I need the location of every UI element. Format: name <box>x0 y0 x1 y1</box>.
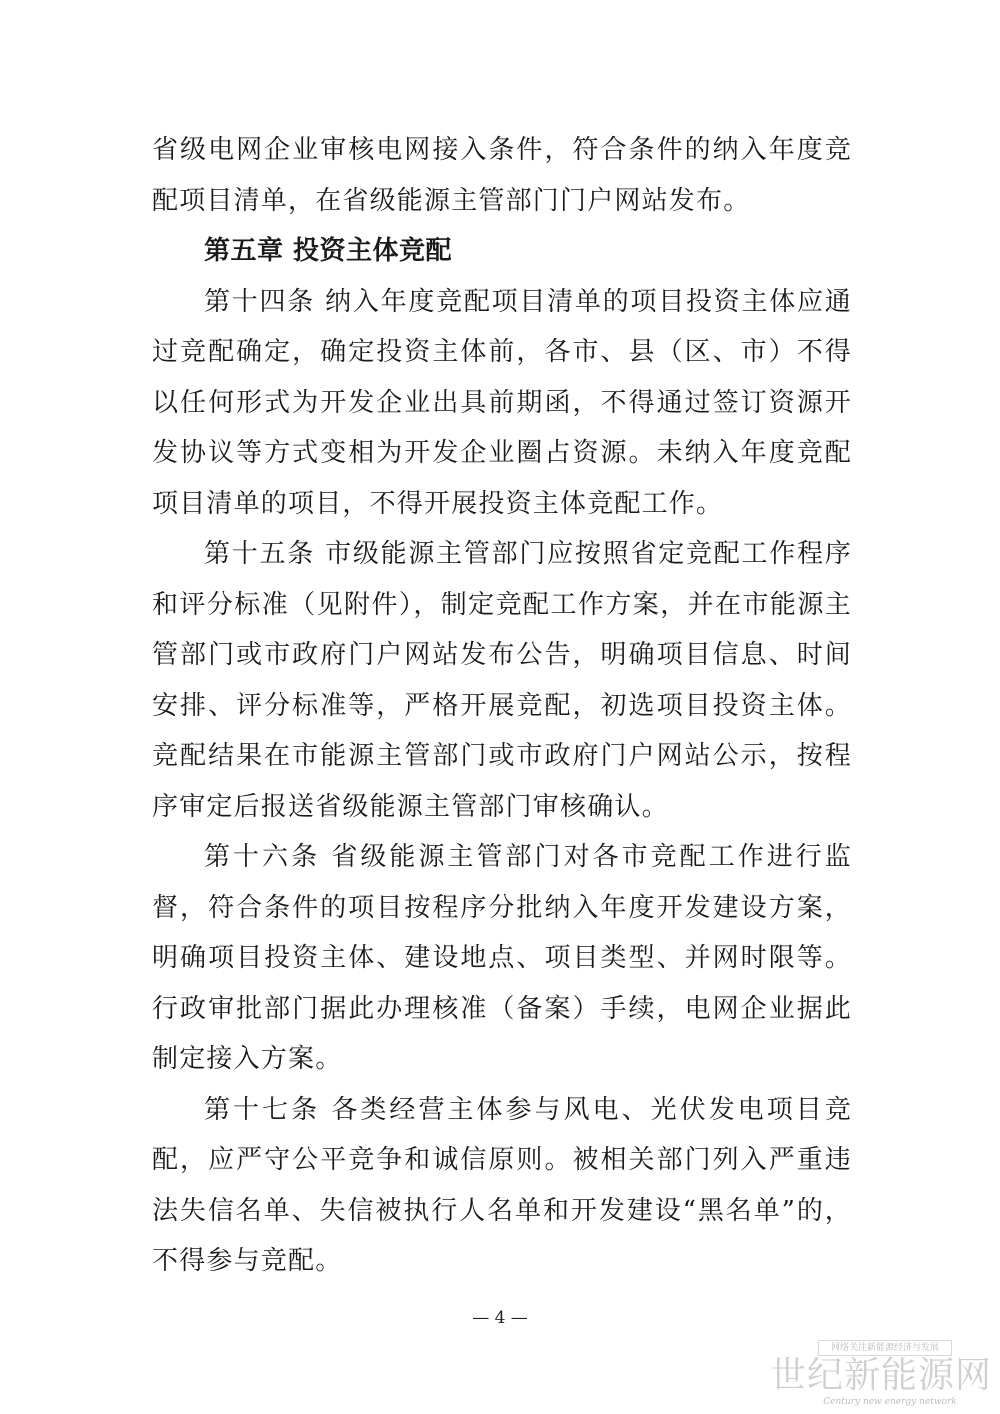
continuation-paragraph: 省级电网企业审核电网接入条件，符合条件的纳入年度竞配项目清单，在省级能源主管部门门户网站发布。 <box>152 135 852 216</box>
page-number: — 4 — <box>472 1308 528 1328</box>
article-17-paragraph: 第十七条 各类经营主体参与风电、光伏发电项目竞配，应严守公平竞争和诚信原则。被相关部门列入严重违法失信名单、失信被执行人名单和开发建设“黑名单”的，不得参与竞配。 <box>152 1094 852 1276</box>
chapter-heading: 第五章 投资主体竞配 <box>204 236 453 266</box>
watermark-logo-subtitle: Century new energy network <box>823 1397 957 1407</box>
article-14-paragraph: 第十四条 纳入年度竞配项目清单的项目投资主体应通过竞配确定，确定投资主体前，各市、县（区、市）不得以任何形式为开发企业出具前期函，不得通过签订资源开发协议等方式变相为开发企业圈占资源。未纳入年度竞配项目清单的项目，不得开展投资主体竞配工作。 <box>152 286 852 519</box>
article-15-paragraph: 第十五条 市级能源主管部门应按照省定竞配工作程序和评分标准（见附件），制定竞配工作方案，并在市能源主管部门或市政府门户网站发布公告，明确项目信息、时间安排、评分标准等，严格开展竞配，初选项目投资主体。竞配结果在市能源主管部门或市政府门户网站公示，按程序审定后报送省级能源主管部门审核确认。 <box>152 539 852 822</box>
watermark-caption: 网络关注新能源经济与发展 <box>818 1340 952 1356</box>
watermark-logo-title: 世纪新能源网 <box>770 1355 993 1396</box>
document-body <box>152 125 852 1287</box>
article-16-paragraph: 第十六条 省级能源主管部门对各市竞配工作进行监督，符合条件的项目按程序分批纳入年度开发建设方案，明确项目投资主体、建设地点、项目类型、并网时限等。行政审批部门据此办理核准（备案）手续，电网企业据此制定接入方案。 <box>152 842 852 1074</box>
